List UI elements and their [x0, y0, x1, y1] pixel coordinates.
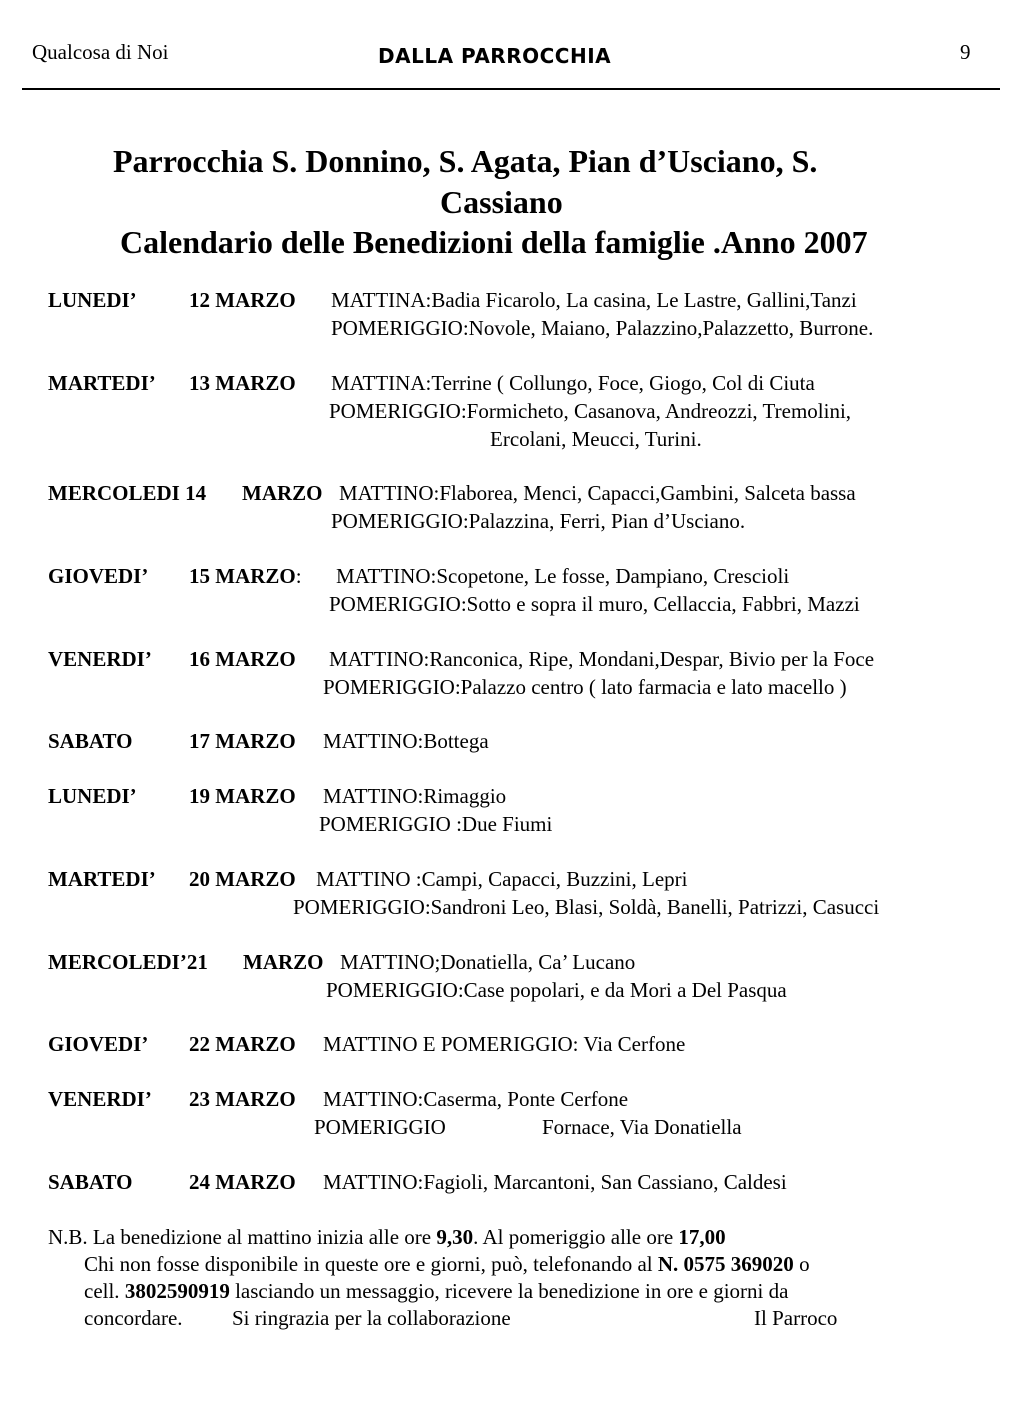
header-publication-name: Qualcosa di Noi [32, 40, 169, 64]
entry-morning: MATTINO:Scopetone, Le fosse, Dampiano, Crescioli [336, 564, 790, 588]
note-phone-number: N. 0575 369020 [657, 1252, 794, 1276]
entry-date: 19 MARZO [189, 784, 296, 808]
entry-morning: MATTINO:Caserma, Ponte Cerfone [323, 1087, 629, 1111]
entry-date: MARZO [242, 481, 323, 505]
entry-day: MARTEDI’ [48, 371, 156, 395]
entry-afternoon: POMERIGGIO:Sotto e sopra il muro, Cellaccia, Fabbri, Mazzi [329, 592, 860, 616]
entry-morning: MATTINA:Terrine ( Collungo, Foce, Giogo, Col di Ciuta [331, 371, 815, 395]
note-morning-time: 9,30 [436, 1225, 474, 1249]
entry-afternoon: POMERIGGIO:Palazzo centro ( lato farmacia e lato macello ) [323, 675, 847, 699]
entry-morning: MATTINO:Bottega [323, 729, 489, 753]
entry-date: MARZO [243, 950, 324, 974]
entry-day: GIOVEDI’ [48, 1032, 149, 1056]
entry-date: 15 MARZO [189, 564, 296, 588]
entry-day: MERCOLEDI’21 [48, 950, 208, 974]
page-title-line1: Parrocchia S. Donnino, S. Agata, Pian d’Usciano, S. [113, 143, 818, 179]
header-section-title: DALLA PARROCCHIA [378, 44, 612, 68]
note-thanks: Si ringrazia per la collaborazione [232, 1306, 511, 1330]
entry-date: 20 MARZO [189, 867, 296, 891]
note-line-2 [84, 1252, 810, 1277]
entry-afternoon: POMERIGGIO:Case popolari, e da Mori a Del Pasqua [326, 978, 787, 1002]
entry-morning: MATTINO:Flaborea, Menci, Capacci,Gambini, Salceta bassa [339, 481, 856, 505]
note-mobile-number: 3802590919 [124, 1279, 230, 1303]
entry-morning: MATTINO:Fagioli, Marcantoni, San Cassiano, Caldesi [323, 1170, 787, 1194]
entry-morning: MATTINO;Donatiella, Ca’ Lucano [340, 950, 636, 974]
entry-afternoon: POMERIGGIO:Novole, Maiano, Palazzino,Palazzetto, Burrone. [331, 316, 874, 340]
entry-morning: MATTINA:Badia Ficarolo, La casina, Le Lastre, Gallini,Tanzi [331, 288, 857, 312]
entry-date: 13 MARZO [189, 371, 296, 395]
entry-date: 12 MARZO [189, 288, 296, 312]
page-title-line3: Calendario delle Benedizioni della famiglie .Anno 2007 [120, 224, 868, 260]
header-divider [22, 88, 1000, 90]
entry-day: SABATO [48, 729, 133, 753]
note-text: cell. [84, 1279, 125, 1303]
entry-morning: MATTINO :Campi, Capacci, Buzzini, Lepri [316, 867, 688, 891]
header-page-number: 9 [960, 40, 971, 64]
entry-morning: MATTINO:Rimaggio [323, 784, 507, 808]
entry-day: LUNEDI’ [48, 784, 137, 808]
entry-afternoon: POMERIGGIO:Palazzina, Ferri, Pian d’Usciano. [331, 509, 746, 533]
note-text: concordare. [84, 1306, 183, 1330]
entry-day: VENERDI’ [48, 647, 152, 671]
entry-afternoon-label: POMERIGGIO [314, 1115, 446, 1139]
entry-afternoon-continued: Ercolani, Meucci, Turini. [490, 427, 702, 451]
note-text: Chi non fosse disponibile in queste ore e giorni, può, telefonando al [84, 1252, 658, 1276]
entry-morning-afternoon: MATTINO E POMERIGGIO: Via Cerfone [323, 1032, 686, 1056]
note-signature: Il Parroco [754, 1306, 838, 1330]
entry-date: 24 MARZO [189, 1170, 296, 1194]
entry-day: SABATO [48, 1170, 133, 1194]
entry-afternoon: POMERIGGIO :Due Fiumi [319, 812, 553, 836]
entry-date: 17 MARZO [189, 729, 296, 753]
entry-afternoon: Fornace, Via Donatiella [542, 1115, 742, 1139]
entry-morning: MATTINO:Ranconica, Ripe, Mondani,Despar, Bivio per la Foce [329, 647, 875, 671]
entry-date: 23 MARZO [189, 1087, 296, 1111]
note-line-1 [48, 1225, 726, 1250]
note-line-3 [84, 1279, 788, 1304]
schedule-entry [48, 288, 137, 313]
note-text: o [793, 1252, 810, 1276]
entry-day: LUNEDI’ [48, 288, 137, 312]
page-title-line2: Cassiano [440, 184, 563, 220]
entry-date-wrap [189, 564, 302, 589]
entry-separator: : [295, 564, 302, 588]
note-text: lasciando un messaggio, ricevere la benedizione in ore e giorni da [229, 1279, 789, 1303]
entry-day: MARTEDI’ [48, 867, 156, 891]
entry-afternoon: POMERIGGIO:Formicheto, Casanova, Andreozzi, Tremolini, [329, 399, 852, 423]
entry-day: GIOVEDI’ [48, 564, 149, 588]
entry-day: VENERDI’ [48, 1087, 152, 1111]
entry-date: 16 MARZO [189, 647, 296, 671]
entry-date: 22 MARZO [189, 1032, 296, 1056]
note-text: N.B. La benedizione al mattino inizia alle ore [48, 1225, 437, 1249]
note-afternoon-time: 17,00 [678, 1225, 726, 1249]
entry-afternoon: POMERIGGIO:Sandroni Leo, Blasi, Soldà, Banelli, Patrizzi, Casucci [293, 895, 880, 919]
entry-day: MERCOLEDI 14 [48, 481, 207, 505]
note-text: . Al pomeriggio alle ore [473, 1225, 679, 1249]
